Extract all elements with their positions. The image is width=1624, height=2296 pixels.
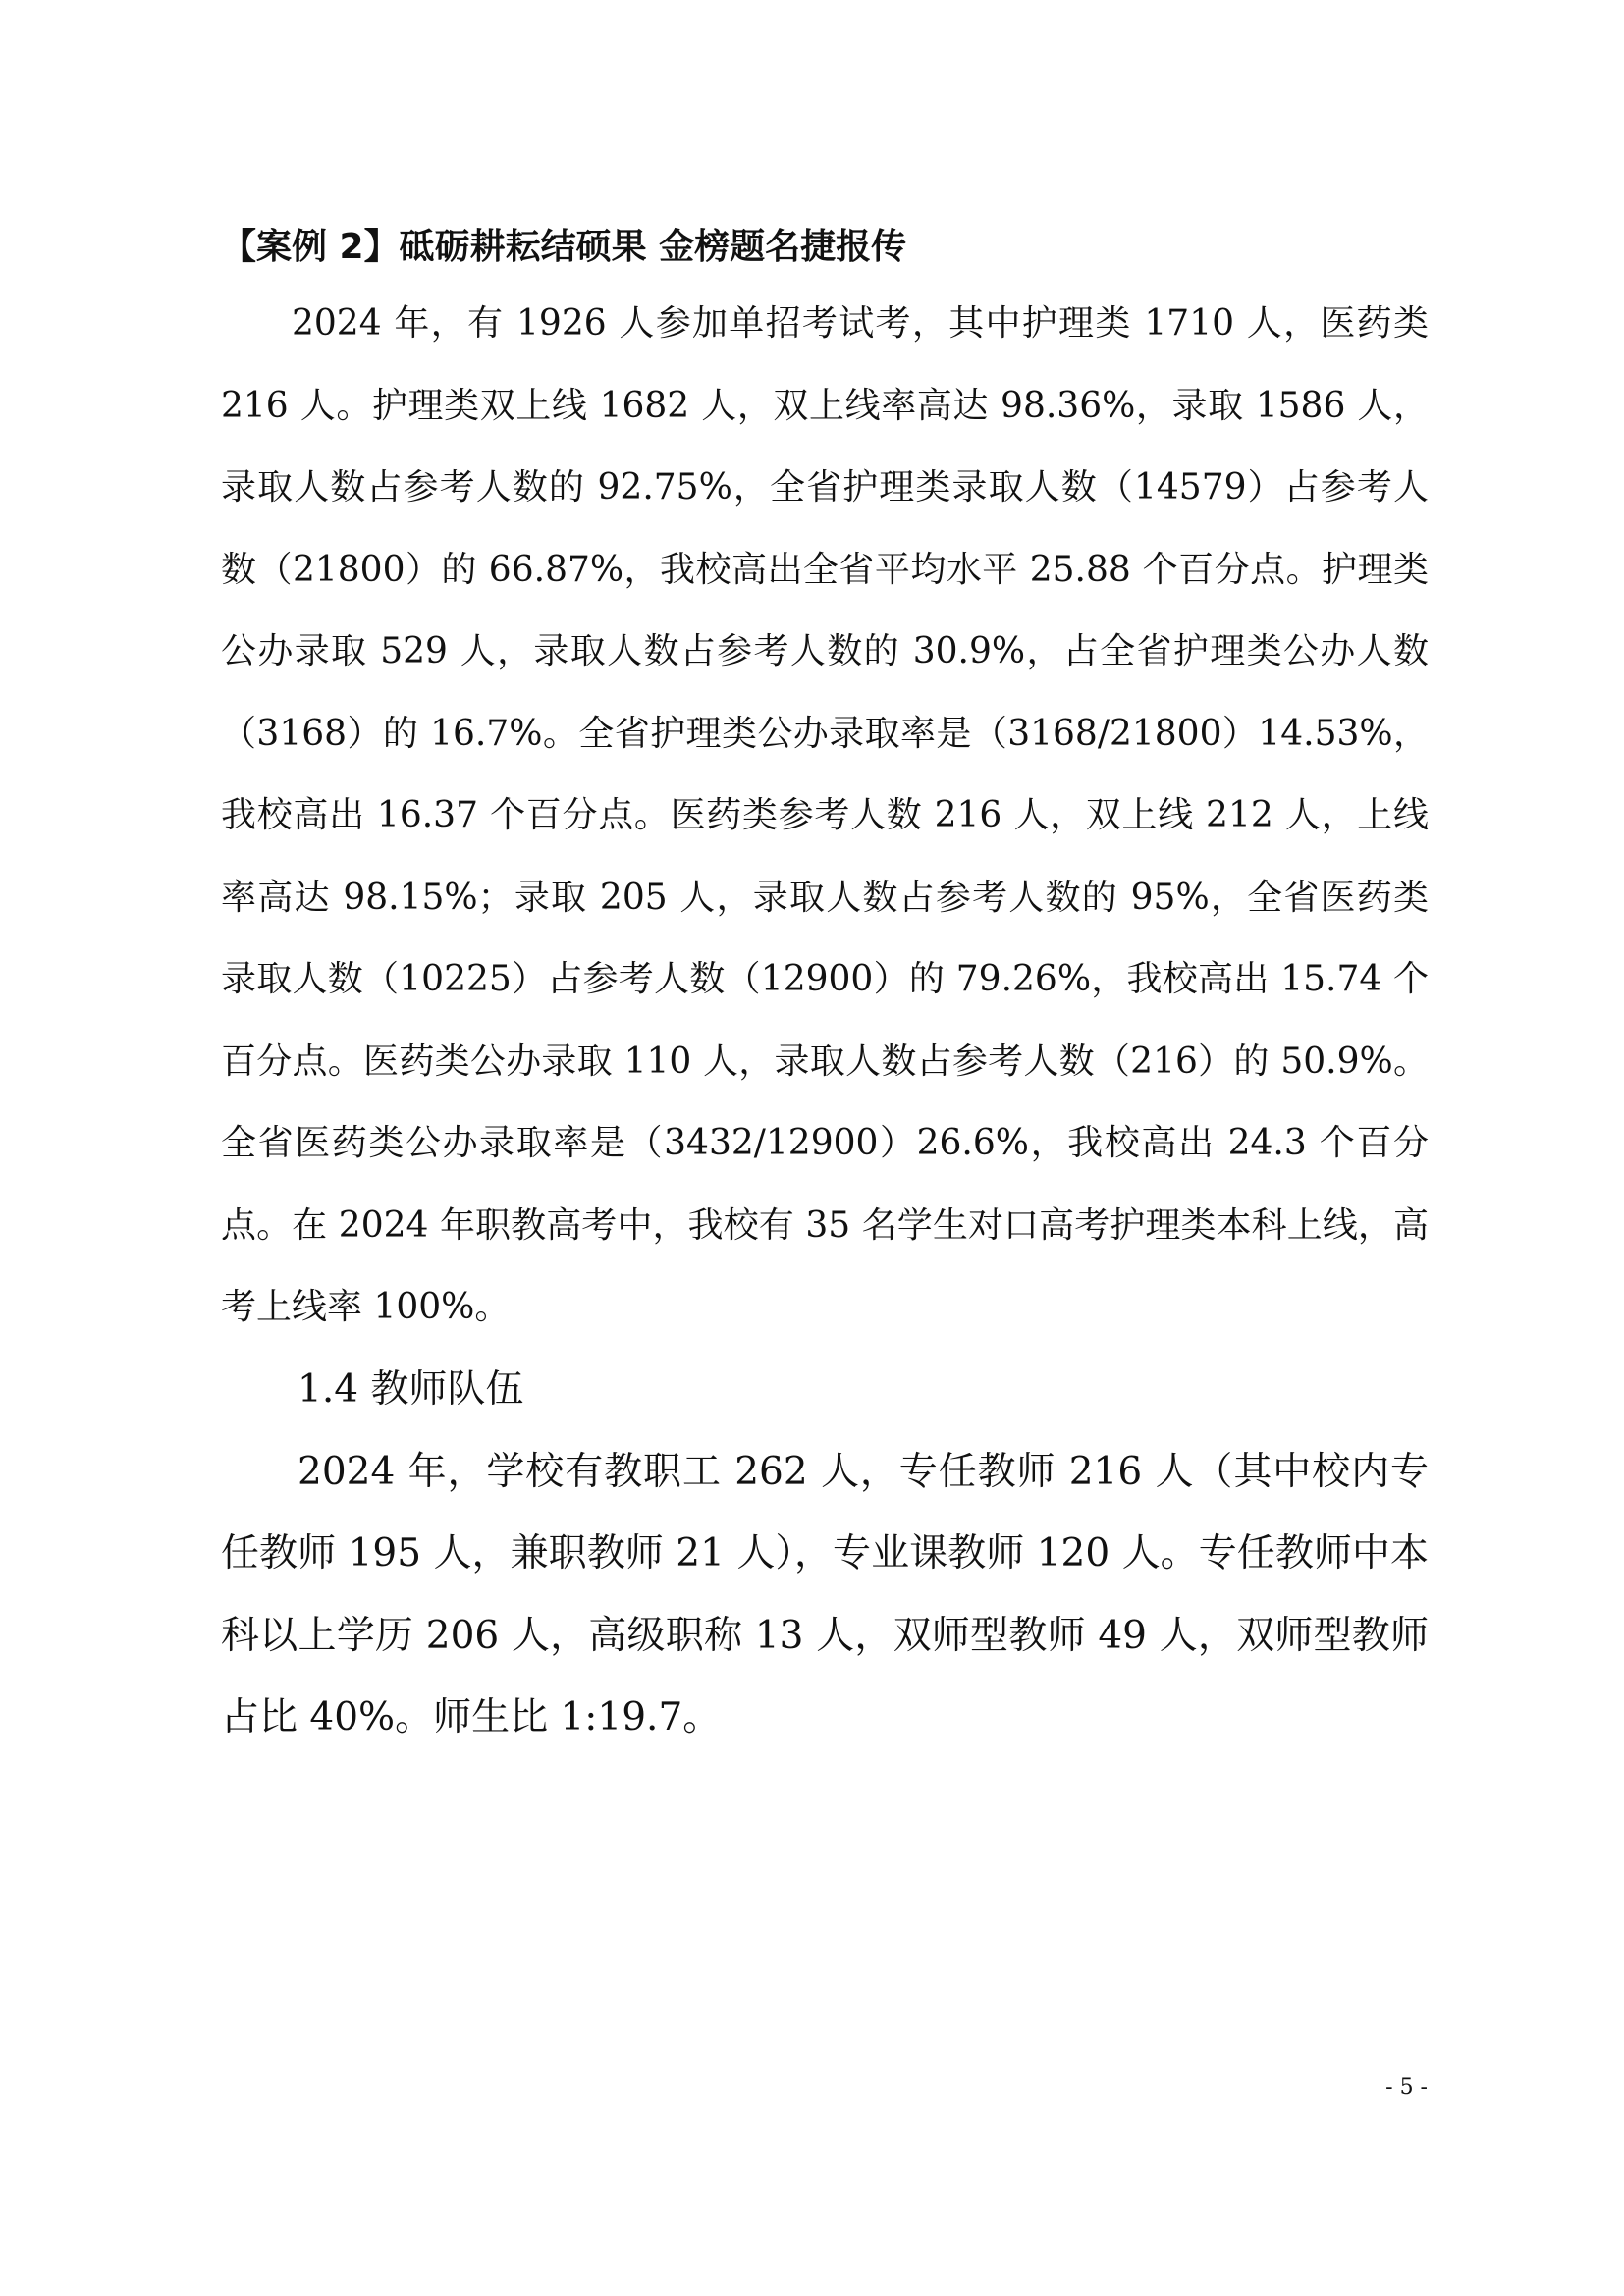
- page-number: - 5 -: [1385, 2075, 1428, 2100]
- teacher-team-paragraph: 2024 年，学校有教职工 262 人，专任教师 216 人（其中校内专任教师 195 人，兼职教师 21 人），专业课教师 120 人。专任教师中本科以上学历 206 人，高级职称 13 人，双师型教师 49 人，双师型教师占比 40%。师生比 1:19.7。: [221, 1449, 1429, 1739]
- page-content: [221, 216, 1429, 1759]
- case-title: 【案例 2】砥砺耕耘结硕果 金榜题名捷报传: [221, 227, 907, 267]
- section-heading: 1.4 教师队伍: [298, 1366, 524, 1412]
- admission-paragraph: 2024 年，有 1926 人参加单招考试考，其中护理类 1710 人，医药类 216 人。护理类双上线 1682 人，双上线率高达 98.36%，录取 1586 人，录取人数占参考人数的 92.75%，全省护理类录取人数（14579）占参考人数（21800）的 66.87%，我校高出全省平均水平 25.88 个百分点。护理类公办录取 529 人，录取人数占参考人数的 30.9%，占全省护理类公办人数（3168）的 16.7%。全省护理类公办录取率是（3168/21800）14.53%，我校高出 16.37 个百分点。医药类参考人数 216 人，双上线 212 人，上线率高达 98.15%；录取 205 人，录取人数占参考人数的 95%，全省医药类录取人数（10225）占参考人数（12900）的 79.26%，我校高出 15.74 个百分点。医药类公办录取 110 人，录取人数占参考人数（216）的 50.9%。全省医药类公办录取率是（3432/12900）26.6%，我校高出 24.3 个百分点。在 2024 年职教高考中，我校有 35 名学生对口高考护理类本科上线，高考上线率 100%。: [221, 303, 1429, 1327]
